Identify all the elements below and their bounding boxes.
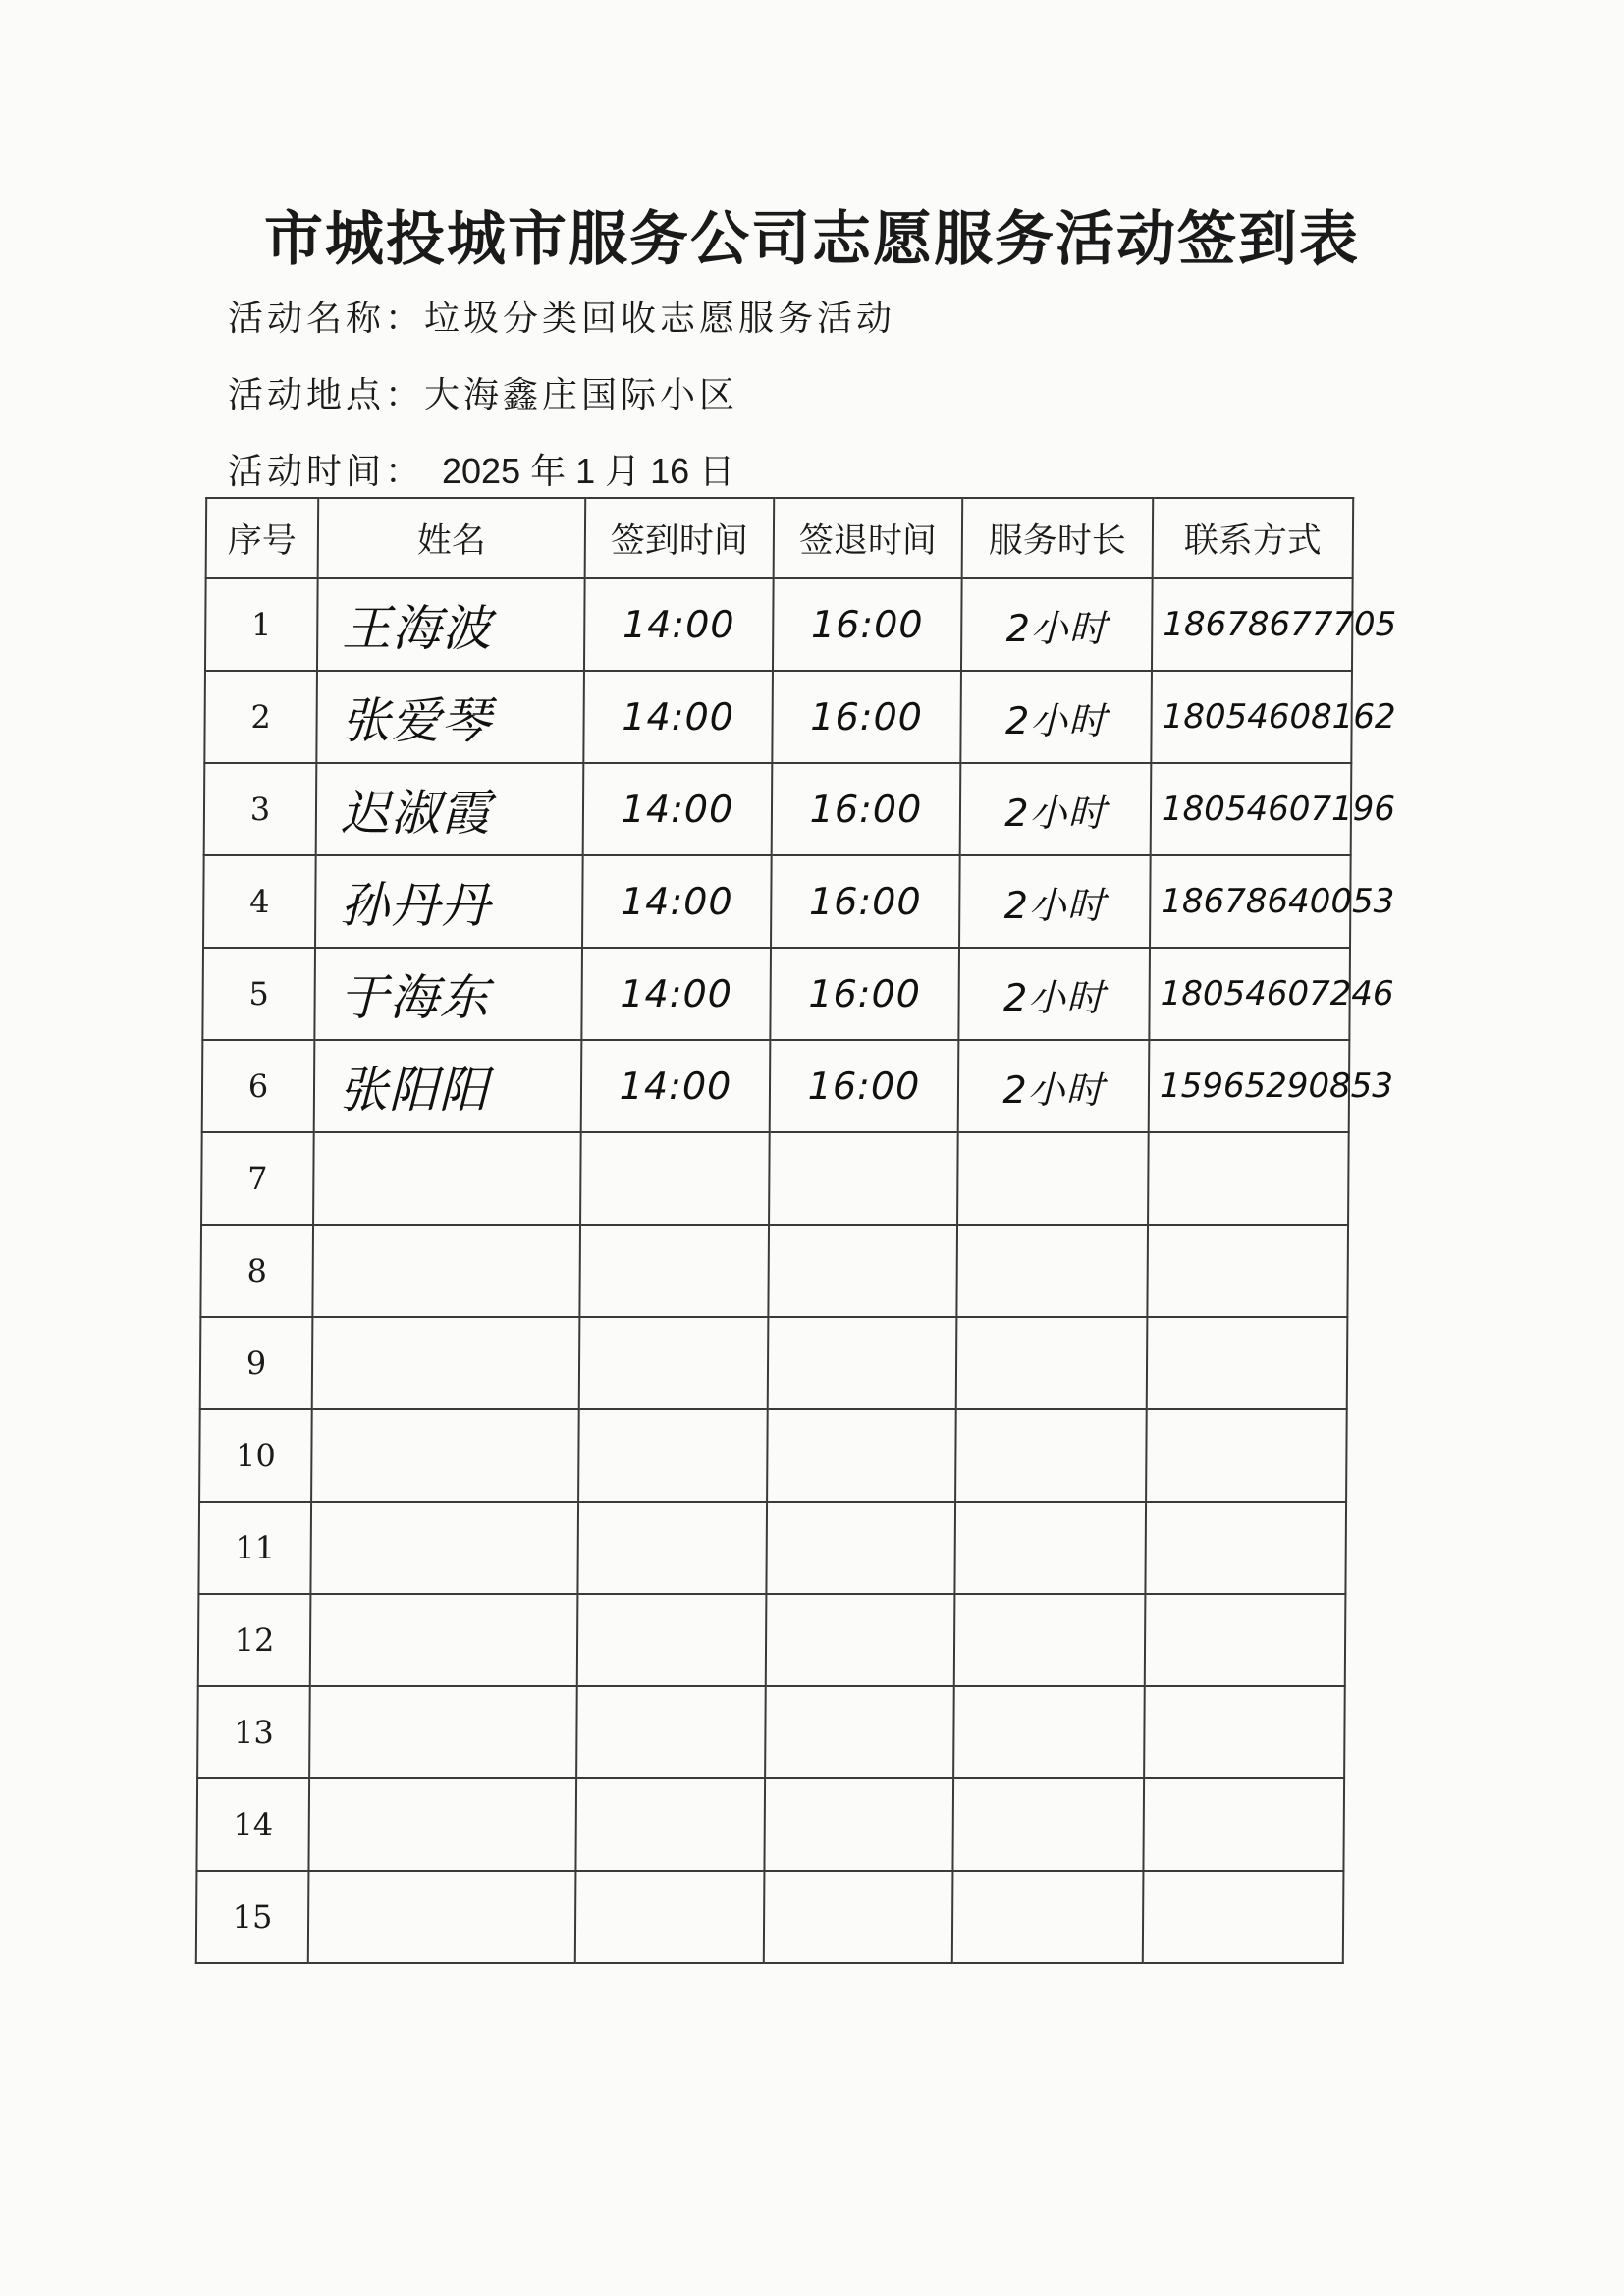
table-row: [204, 671, 1352, 763]
volunteer-name: 王海波: [317, 578, 585, 671]
volunteer-name: [310, 1502, 578, 1594]
volunteer-name: [313, 1132, 581, 1225]
activity-place-value: 大海鑫庄国际小区: [424, 375, 739, 415]
service-duration: [955, 1409, 1147, 1502]
signout-time: 16:00: [772, 763, 961, 855]
signin-time: 14:00: [581, 1040, 771, 1132]
volunteer-name: [308, 1871, 576, 1963]
signout-time: [766, 1594, 955, 1686]
signin-time: 14:00: [581, 948, 771, 1040]
service-duration: [956, 1317, 1148, 1409]
signin-time: [575, 1871, 765, 1963]
signin-time: [575, 1778, 765, 1871]
row-number: 5: [202, 948, 315, 1040]
volunteer-name: 于海东: [314, 948, 582, 1040]
row-number: 1: [205, 578, 318, 671]
contact-phone: 18054608162: [1151, 671, 1352, 763]
contact-phone: [1145, 1594, 1346, 1686]
signin-time: 14:00: [583, 671, 773, 763]
signin-sheet: [195, 497, 1397, 1964]
service-duration: [952, 1871, 1144, 1963]
signout-time: [768, 1317, 957, 1409]
volunteer-name: [311, 1409, 579, 1502]
contact-phone: [1148, 1132, 1349, 1225]
header-name: 姓名: [318, 498, 586, 578]
table-row: [196, 1778, 1344, 1871]
page-title: 市城投城市服务公司志愿服务活动签到表: [264, 205, 1360, 274]
signin-time: [580, 1132, 770, 1225]
table-row: [202, 948, 1350, 1040]
table-row: [200, 1225, 1348, 1317]
signin-time: [578, 1409, 768, 1502]
contact-phone: [1144, 1686, 1345, 1778]
table-row: [200, 1317, 1348, 1409]
contact-phone: 15965290853: [1149, 1040, 1350, 1132]
volunteer-name: 张爱琴: [316, 671, 584, 763]
volunteer-name: [312, 1317, 580, 1409]
signout-time: 16:00: [773, 578, 962, 671]
service-duration: [954, 1594, 1146, 1686]
signout-time: [765, 1686, 954, 1778]
row-number: 13: [197, 1686, 310, 1778]
signout-time: 16:00: [770, 1040, 959, 1132]
signout-time: [767, 1409, 956, 1502]
service-duration: 2小时: [960, 763, 1152, 855]
service-duration: [952, 1778, 1144, 1871]
header-contact: 联系方式: [1153, 498, 1354, 578]
volunteer-name: 张阳阳: [314, 1040, 582, 1132]
service-duration: [954, 1502, 1146, 1594]
contact-phone: 18054607196: [1151, 763, 1352, 855]
signin-time: [579, 1225, 769, 1317]
row-number: 15: [196, 1871, 309, 1963]
service-duration: 2小时: [959, 855, 1151, 948]
activity-name-line: [228, 291, 895, 341]
service-duration: 2小时: [958, 948, 1150, 1040]
activity-time-value: 2025 年 1 月 16 日: [442, 451, 735, 491]
service-duration: 2小时: [958, 1040, 1150, 1132]
volunteer-name: [312, 1225, 580, 1317]
activity-name-value: 垃圾分类回收志愿服务活动: [424, 299, 896, 339]
signout-time: 16:00: [770, 948, 959, 1040]
row-number: 14: [196, 1778, 309, 1871]
table-row: [198, 1594, 1346, 1686]
volunteer-name: [308, 1778, 576, 1871]
volunteer-name: 迟淑霞: [316, 763, 584, 855]
table-row: [202, 1040, 1350, 1132]
row-number: 11: [198, 1502, 311, 1594]
signout-time: 16:00: [771, 855, 960, 948]
table-header-row: [206, 498, 1354, 578]
activity-time-line: [228, 444, 734, 494]
contact-phone: 18678640053: [1150, 855, 1351, 948]
table-row: [204, 763, 1352, 855]
signout-time: [769, 1132, 958, 1225]
header-no: 序号: [206, 498, 319, 578]
volunteer-name: [309, 1686, 577, 1778]
service-duration: [956, 1225, 1148, 1317]
contact-phone: [1143, 1871, 1344, 1963]
header-signin-time: 签到时间: [585, 498, 775, 578]
table-row: [203, 855, 1351, 948]
header-duration: 服务时长: [962, 498, 1154, 578]
signin-time: 14:00: [584, 578, 774, 671]
signin-time: [577, 1502, 767, 1594]
signin-time: [579, 1317, 769, 1409]
row-number: 9: [200, 1317, 313, 1409]
volunteer-name: [310, 1594, 578, 1686]
row-number: 2: [204, 671, 317, 763]
activity-place-line: [228, 367, 738, 417]
contact-phone: [1147, 1317, 1348, 1409]
service-duration: 2小时: [960, 671, 1152, 763]
signout-time: [766, 1502, 955, 1594]
table-row: [196, 1871, 1344, 1963]
signin-time: 14:00: [583, 763, 773, 855]
service-duration: [953, 1686, 1145, 1778]
row-number: 7: [201, 1132, 314, 1225]
service-duration: 2小时: [961, 578, 1153, 671]
row-number: 8: [200, 1225, 313, 1317]
activity-place-label: 活动地点：: [228, 375, 425, 415]
signout-time: [768, 1225, 957, 1317]
table-row: [205, 578, 1353, 671]
signout-time: 16:00: [772, 671, 961, 763]
service-duration: [957, 1132, 1149, 1225]
signin-time: [576, 1686, 766, 1778]
contact-phone: 18054607246: [1149, 948, 1350, 1040]
signin-time: 14:00: [582, 855, 772, 948]
contact-phone: 18678677705: [1152, 578, 1353, 671]
row-number: 4: [203, 855, 316, 948]
contact-phone: [1143, 1778, 1344, 1871]
table-row: [198, 1502, 1346, 1594]
contact-phone: [1146, 1409, 1347, 1502]
row-number: 10: [199, 1409, 312, 1502]
row-number: 3: [204, 763, 317, 855]
contact-phone: [1147, 1225, 1348, 1317]
table-row: [199, 1409, 1347, 1502]
signout-time: [764, 1871, 953, 1963]
header-signout-time: 签退时间: [774, 498, 963, 578]
contact-phone: [1145, 1502, 1346, 1594]
activity-time-label: 活动时间：: [228, 452, 425, 492]
table-row: [201, 1132, 1349, 1225]
signin-time: [577, 1594, 767, 1686]
activity-name-label: 活动名称：: [228, 299, 425, 339]
signout-time: [764, 1778, 953, 1871]
volunteer-name: 孙丹丹: [315, 855, 583, 948]
table-row: [197, 1686, 1345, 1778]
signin-table: [195, 497, 1397, 1964]
row-number: 12: [198, 1594, 311, 1686]
row-number: 6: [202, 1040, 315, 1132]
